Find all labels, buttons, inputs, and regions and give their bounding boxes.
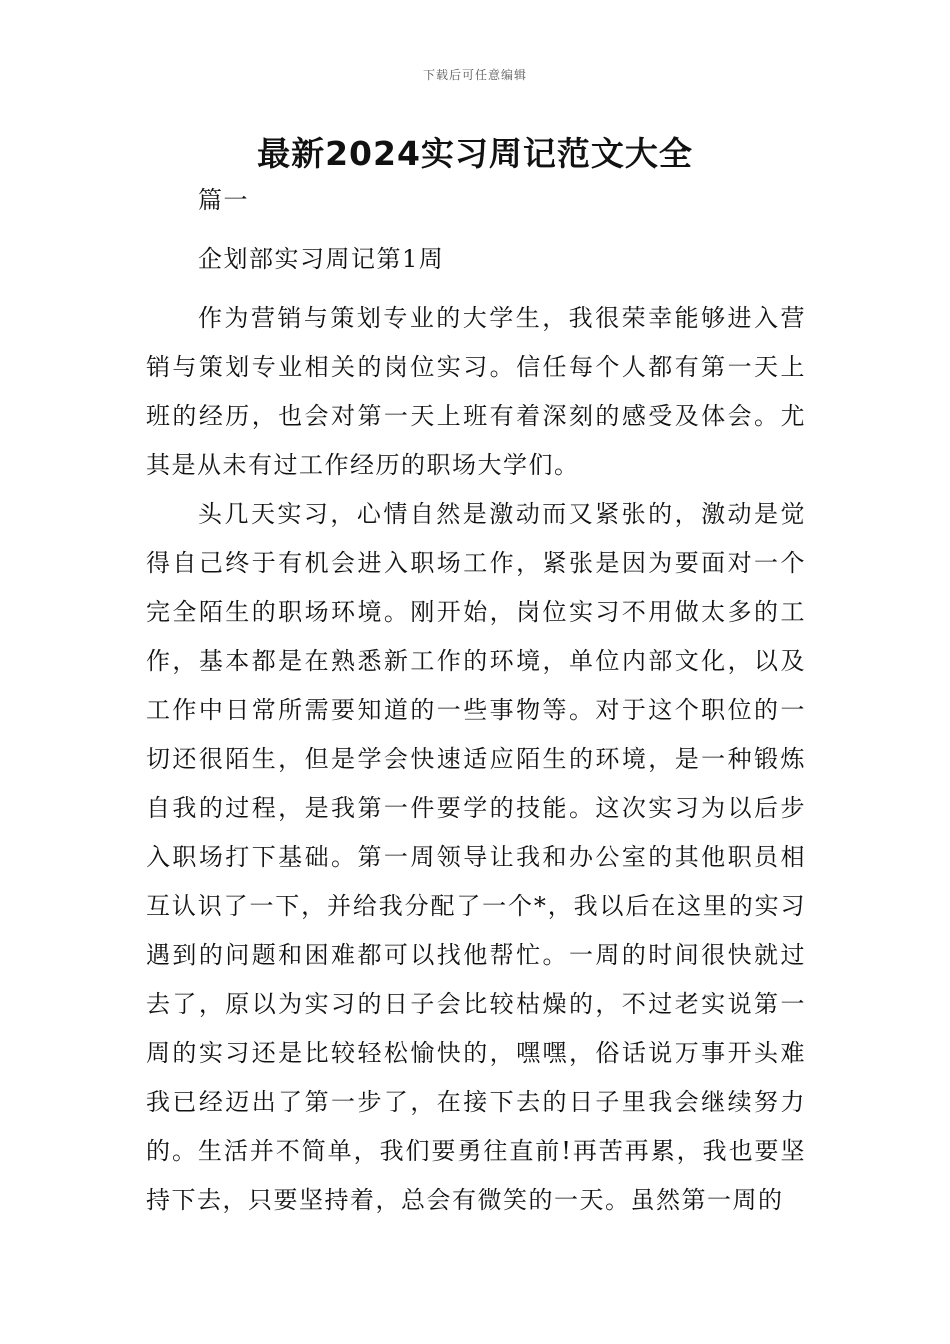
- section-label: 篇一: [198, 186, 249, 214]
- paragraph-1: 作为营销与策划专业的大学生，我很荣幸能够进入营销与策划专业相关的岗位实习。信任每个人都有第一天上班的经历，也会对第一天上班有着深刻的感受及体会。尤其是从未有过工作经历的职场大学们。: [146, 304, 806, 479]
- document-title: 最新2024实习周记范文大全: [257, 134, 693, 173]
- document-body: [146, 176, 806, 1225]
- paragraph-2: 头几天实习，心情自然是激动而又紧张的，激动是觉得自己终于有机会进入职场工作，紧张是因为要面对一个完全陌生的职场环境。刚开始，岗位实习不用做太多的工作，基本都是在熟悉新工作的环境，单位内部文化，以及工作中日常所需要知道的一些事物等。对于这个职位的一切还很陌生，但是学会快速适应陌生的环境，是一种锻炼自我的过程，是我第一件要学的技能。这次实习为以后步入职场打下基础。第一周领导让我和办公室的其他职员相互认识了一下，并给我分配了一个*，我以后在这里的实习遇到的问题和困难都可以找他帮忙。一周的时间很快就过去了，原以为实习的日子会比较枯燥的，不过老实说第一周的实习还是比较轻松愉快的，嘿嘿，俗话说万事开头难我已经迈出了第一步了，在接下去的日子里我会继续努力的。生活并不简单，我们要勇往直前!再苦再累，我也要坚持下去，只要坚持着，总会有微笑的一天。虽然第一周的: [146, 500, 806, 1214]
- header-note: 下载后可任意编辑: [422, 68, 527, 82]
- section-subtitle: 企划部实习周记第1周: [198, 245, 445, 273]
